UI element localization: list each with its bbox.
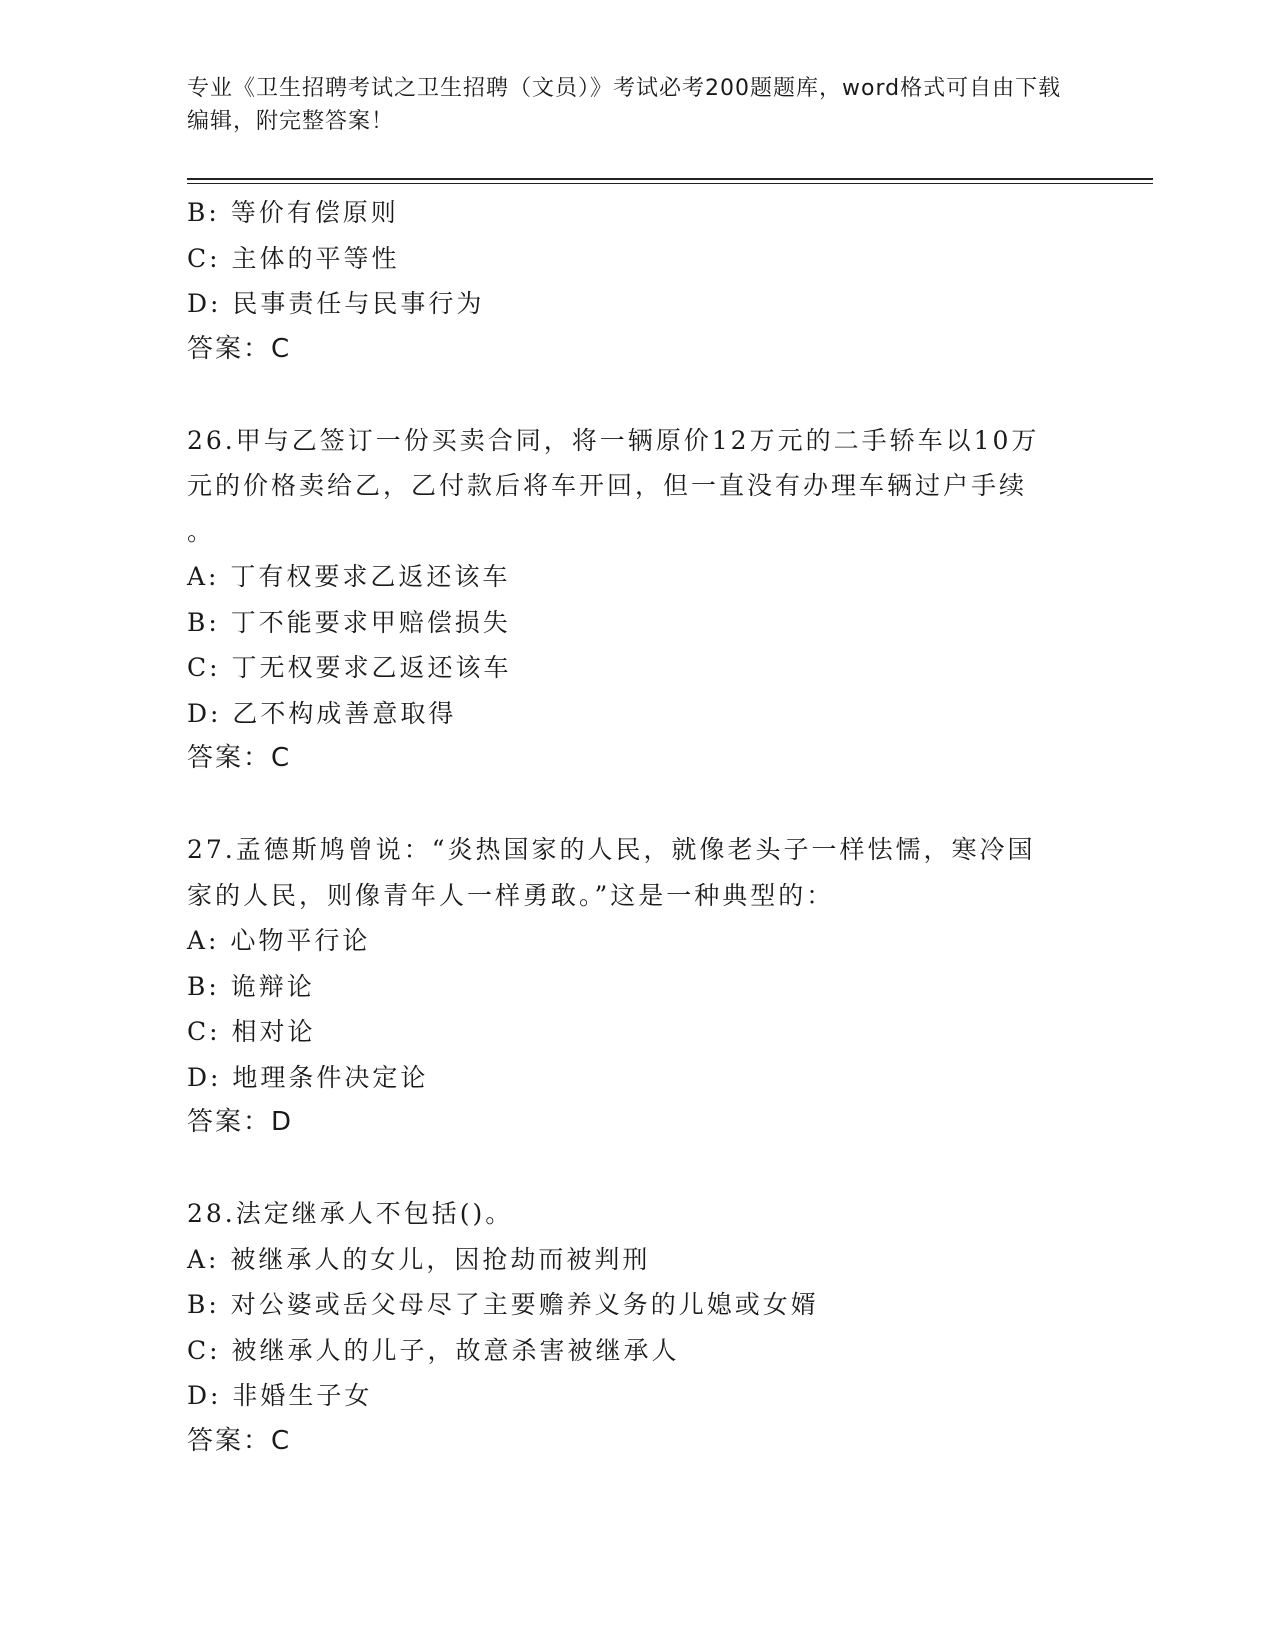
header-rule bbox=[187, 178, 1153, 180]
question-stem-line: 28.法定继承人不包括()。 bbox=[187, 1199, 514, 1228]
option-d: D: 地理条件决定论 bbox=[187, 1062, 429, 1092]
option-c: C: 相对论 bbox=[187, 1017, 316, 1046]
option-d: D: 非婚生子女 bbox=[187, 1381, 373, 1410]
question-27 bbox=[187, 827, 1087, 1146]
option-b: B: 对公婆或岳父母尽了主要赡养义务的儿媳或女婿 bbox=[187, 1290, 819, 1319]
answer: 答案：C bbox=[187, 333, 292, 364]
spacer bbox=[187, 372, 1087, 418]
option-d: D: 乙不构成善意取得 bbox=[187, 698, 457, 728]
question-stem-line: 。 bbox=[187, 516, 216, 546]
option-c: C: 被继承人的儿子，故意杀害被继承人 bbox=[187, 1335, 680, 1365]
question-28 bbox=[187, 1191, 1087, 1464]
option-a: A: 心物平行论 bbox=[187, 926, 371, 955]
document-header: 专业《卫生招聘考试之卫生招聘（文员）》考试必考200题题库，word格式可自由下载编辑，附完整答案！ bbox=[187, 76, 1062, 134]
option-d: D: 民事责任与民事行为 bbox=[187, 289, 485, 318]
option-b: B: 诡辩论 bbox=[187, 971, 315, 1001]
question-stem-line: 家的人民，则像青年人一样勇敢。”这是一种典型的： bbox=[187, 880, 835, 910]
answer: 答案：C bbox=[187, 743, 292, 773]
option-c: C: 丁无权要求乙返还该车 bbox=[187, 653, 512, 682]
option-a: A: 被继承人的女儿，因抢劫而被判刑 bbox=[187, 1244, 651, 1274]
answer: 答案：D bbox=[187, 1107, 294, 1137]
question-stem-line: 元的价格卖给乙，乙付款后将车开回，但一直没有办理车辆过户手续 bbox=[187, 471, 1028, 500]
question-stem-line: 26.甲与乙签订一份买卖合同，将一辆原价12万元的二手轿车以10万 bbox=[187, 425, 1040, 455]
spacer bbox=[187, 1146, 1087, 1192]
option-b: B: 等价有偿原则 bbox=[187, 198, 399, 227]
answer: 答案：C bbox=[187, 1425, 292, 1456]
question-stem-line: 27.孟德斯鸠曾说：“炎热国家的人民，就像老头子一样怯懦，寒冷国 bbox=[187, 835, 1036, 864]
spacer bbox=[187, 782, 1087, 828]
option-c: C: 主体的平等性 bbox=[187, 243, 400, 273]
option-a: A: 丁有权要求乙返还该车 bbox=[187, 562, 511, 591]
header-rule-thin bbox=[187, 183, 1153, 184]
option-b: B: 丁不能要求甲赔偿损失 bbox=[187, 607, 511, 637]
question-26 bbox=[187, 418, 1087, 782]
question-content bbox=[187, 190, 1087, 1464]
